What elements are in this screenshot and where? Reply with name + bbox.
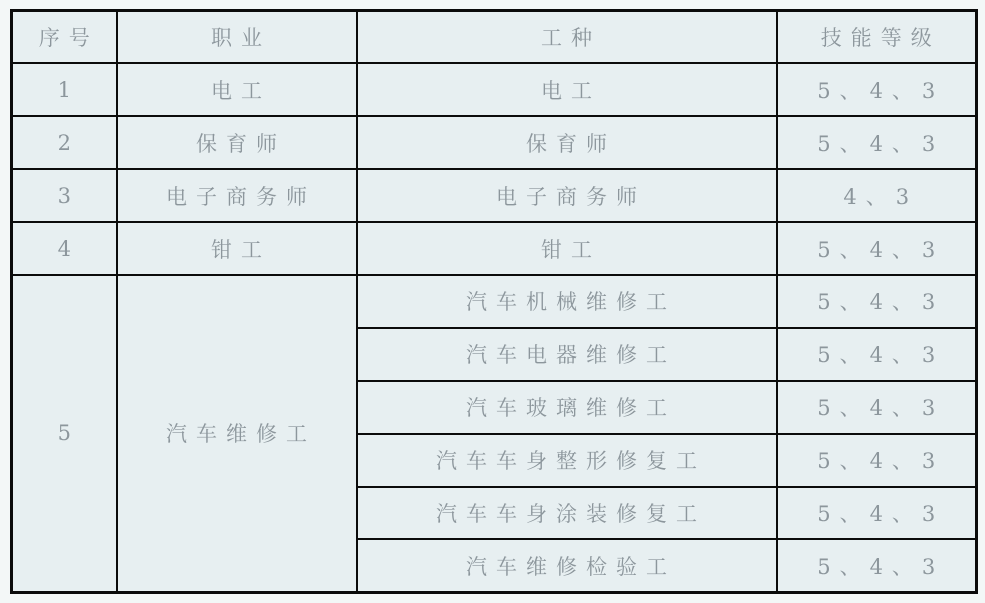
occupation-cell: 电工	[117, 63, 357, 116]
trade-cell: 电子商务师	[357, 169, 777, 222]
trade-cell: 钳工	[357, 222, 777, 275]
occupation-cell: 钳工	[117, 222, 357, 275]
occupation-cell: 保育师	[117, 116, 357, 169]
header-cell-no: 序号	[12, 11, 117, 64]
trade-cell: 汽车车身涂装修复工	[357, 487, 777, 540]
table-row	[12, 63, 977, 116]
trade-cell: 汽车车身整形修复工	[357, 434, 777, 487]
row-number-cell: 5	[12, 275, 117, 592]
skill-level-cell: 5、4、3	[777, 275, 977, 328]
trade-cell: 汽车维修检验工	[357, 539, 777, 592]
row-number-cell: 1	[12, 63, 117, 116]
row-number-cell: 3	[12, 169, 117, 222]
table-row	[12, 275, 977, 328]
skill-level-cell: 5、4、3	[777, 116, 977, 169]
skill-level-cell: 5、4、3	[777, 328, 977, 381]
skill-level-cell: 4、3	[777, 169, 977, 222]
table-header-row	[12, 11, 977, 64]
skill-level-cell: 5、4、3	[777, 539, 977, 592]
occupation-cell: 汽车维修工	[117, 275, 357, 592]
row-number-cell: 2	[12, 116, 117, 169]
skill-level-cell: 5、4、3	[777, 222, 977, 275]
occupation-cell: 电子商务师	[117, 169, 357, 222]
trade-cell: 汽车机械维修工	[357, 275, 777, 328]
trade-cell: 保育师	[357, 116, 777, 169]
trade-cell: 汽车电器维修工	[357, 328, 777, 381]
skill-level-cell: 5、4、3	[777, 487, 977, 540]
table-row	[12, 116, 977, 169]
skill-level-cell: 5、4、3	[777, 381, 977, 434]
header-cell-trade: 工种	[357, 11, 777, 64]
skill-level-cell: 5、4、3	[777, 434, 977, 487]
occupation-skill-level-table	[10, 9, 978, 594]
header-cell-skill-level: 技能等级	[777, 11, 977, 64]
table-row	[12, 169, 977, 222]
header-cell-occupation: 职业	[117, 11, 357, 64]
trade-cell: 汽车玻璃维修工	[357, 381, 777, 434]
table-row	[12, 222, 977, 275]
trade-cell: 电工	[357, 63, 777, 116]
skill-level-cell: 5、4、3	[777, 63, 977, 116]
row-number-cell: 4	[12, 222, 117, 275]
